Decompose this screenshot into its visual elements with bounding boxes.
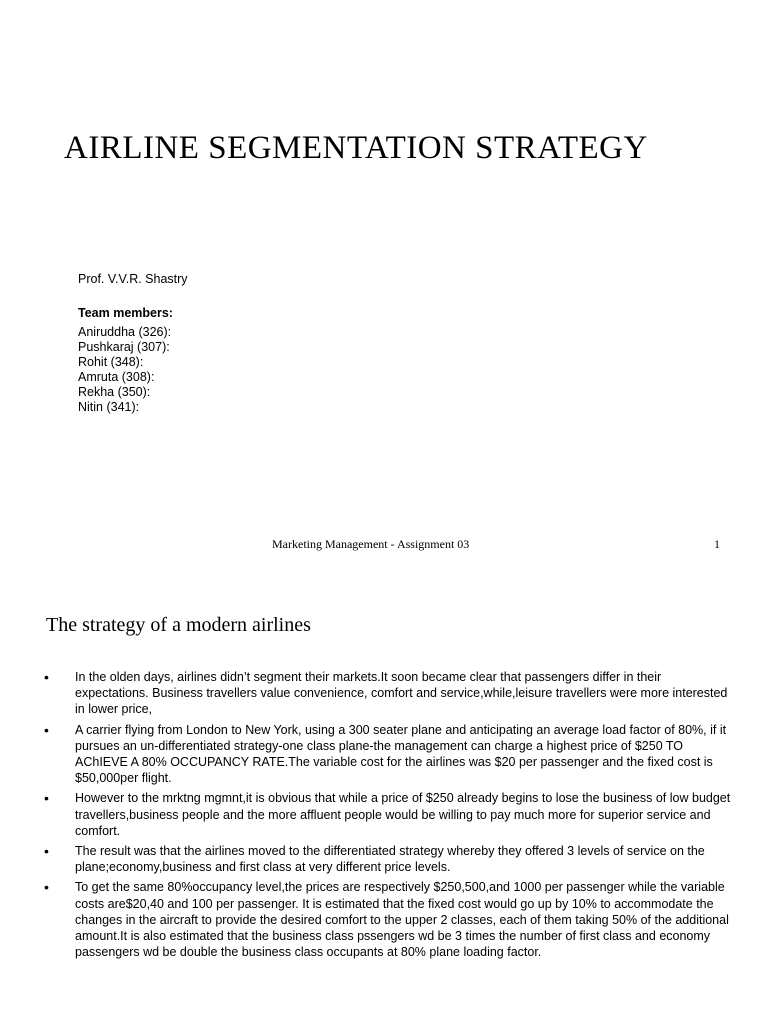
bullet-item bbox=[44, 722, 734, 787]
bullet-text: In the olden days, airlines didn’t segment their markets.It soon became clear that passengers differ in their expectations. Business travellers value convenience, comfort and service,while,leisure travellers were more interested in lower price, bbox=[75, 670, 728, 717]
professor-name: Prof. V.V.R. Shastry bbox=[78, 272, 188, 286]
bullet-text: However to the mrktng mgmnt,it is obvious that while a price of $250 already begins to lose the business of low budget travellers,business people and the more affluent people would be willing to pay much more for superior service and comfort. bbox=[75, 791, 731, 838]
team-members-list bbox=[78, 325, 173, 415]
bullet-item bbox=[44, 790, 734, 839]
bullet-icon: • bbox=[44, 843, 49, 860]
bullet-item bbox=[44, 843, 734, 875]
bullet-icon: • bbox=[44, 721, 49, 738]
bullet-text: The result was that the airlines moved to the differentiated strategy whereby they offered 3 levels of service on the plane;economy,business and first class at very different price levels. bbox=[75, 844, 705, 875]
bullet-item bbox=[44, 879, 734, 960]
section-heading: The strategy of a modern airlines bbox=[46, 614, 311, 636]
team-members-block bbox=[78, 306, 173, 415]
bullet-item bbox=[44, 669, 734, 718]
team-member: Amruta (308): bbox=[78, 370, 155, 384]
bullet-text: To get the same 80%occupancy level,the prices are respectively $250,500,and 1000 per passenger while the variable costs are$20,40 and 100 per passenger. It is estimated that the fixed cost would go up by 10% to accommodate the changes in the aircraft to provide the desired comfort to the upper 2 classes, each of them taking 50% of the additional amount.It is also estimated that the business class pssengers wd be 3 times the number of first class and economy passengers wd be double the business class occupants at 80% plane loading factor. bbox=[75, 880, 729, 960]
team-member: Rekha (350): bbox=[78, 385, 151, 399]
team-member: Aniruddha (326): bbox=[78, 325, 172, 339]
team-member: Nitin (341): bbox=[78, 400, 140, 414]
slide-title: AIRLINE SEGMENTATION STRATEGY bbox=[64, 130, 648, 166]
bullet-list bbox=[44, 669, 734, 964]
bullet-icon: • bbox=[44, 790, 49, 807]
team-member: Pushkaraj (307): bbox=[78, 340, 170, 354]
page-number: 1 bbox=[714, 537, 720, 551]
team-members-heading: Team members: bbox=[78, 306, 173, 320]
footer-text: Marketing Management - Assignment 03 bbox=[272, 537, 470, 551]
bullet-icon: • bbox=[44, 879, 49, 896]
bullet-text: A carrier flying from London to New York, using a 300 seater plane and anticipating an average load factor of 80%, if it pursues an un-differentiated strategy-one class plane-the management can charge a highest price of $250 TO AChIEVE A 80% OCCUPANCY RATE.The variable cost for the airlines was $20 per passenger and the fixed cost is $50,000per flight. bbox=[75, 722, 727, 786]
team-member: Rohit (348): bbox=[78, 355, 144, 369]
bullet-icon: • bbox=[44, 669, 49, 685]
